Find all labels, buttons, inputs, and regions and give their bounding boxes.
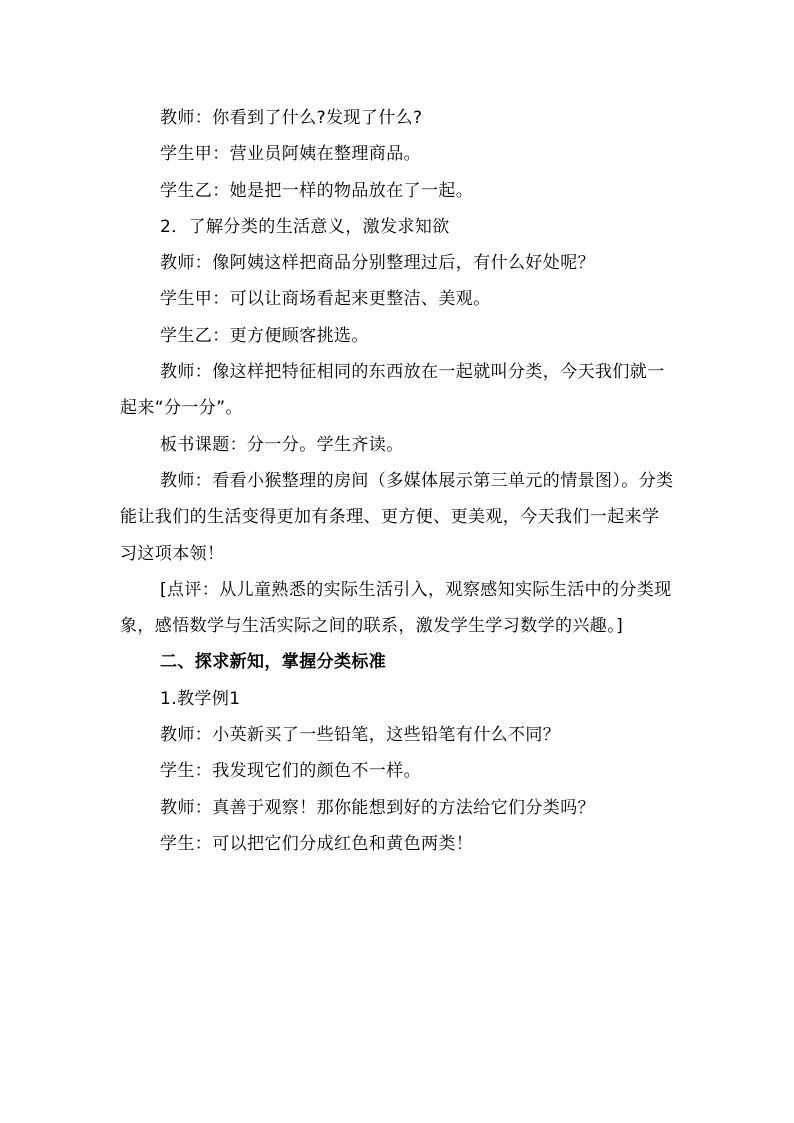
comment-paragraph: [点评：从儿童熟悉的实际生活引入，观察感知实际生活中的分类现象，感悟数学与生活实际之间的联系，激发学生学习数学的兴趣。] [120,579,672,637]
paragraph: 学生乙：她是把一样的物品放在了一起。 [160,180,474,201]
paragraph: 教师：小英新买了一些铅笔，这些铅笔有什么不同？ [160,725,561,746]
section-heading: 二、探求新知，掌握分类标准 [160,652,387,673]
paragraph: 学生：我发现它们的颜色不一样。 [160,761,421,782]
paragraph: 教师：看看小猴整理的房间（多媒体展示第三单元的情景图）。分类能让我们的生活变得更加有条理、更方便、更美观，今天我们一起来学习这项本领！ [120,470,674,564]
subsection-heading: 1.教学例1 [160,688,241,709]
paragraph: 教师：你看到了什么?发现了什么? [160,108,423,128]
paragraph: 教师：真善于观察！那你能想到好的方法给它们分类吗？ [160,797,595,818]
paragraph: 学生甲：可以让商场看起来更整洁、美观。 [160,289,491,310]
paragraph: 2．了解分类的生活意义，激发求知欲 [160,216,450,237]
paragraph: 板书课题：分一分。学生齐读。 [160,434,404,455]
paragraph: 学生乙：更方便顾客挑选。 [160,325,369,346]
paragraph: 教师：像这样把特征相同的东西放在一起就叫分类，今天我们就一起来“分一分”。 [120,362,665,419]
paragraph: 教师：像阿姨这样把商品分别整理过后，有什么好处呢？ [160,253,595,274]
document-body [120,100,675,862]
paragraph: 学生甲：营业员阿姨在整理商品。 [160,144,421,165]
paragraph: 学生：可以把它们分成红色和黄色两类！ [160,833,474,854]
